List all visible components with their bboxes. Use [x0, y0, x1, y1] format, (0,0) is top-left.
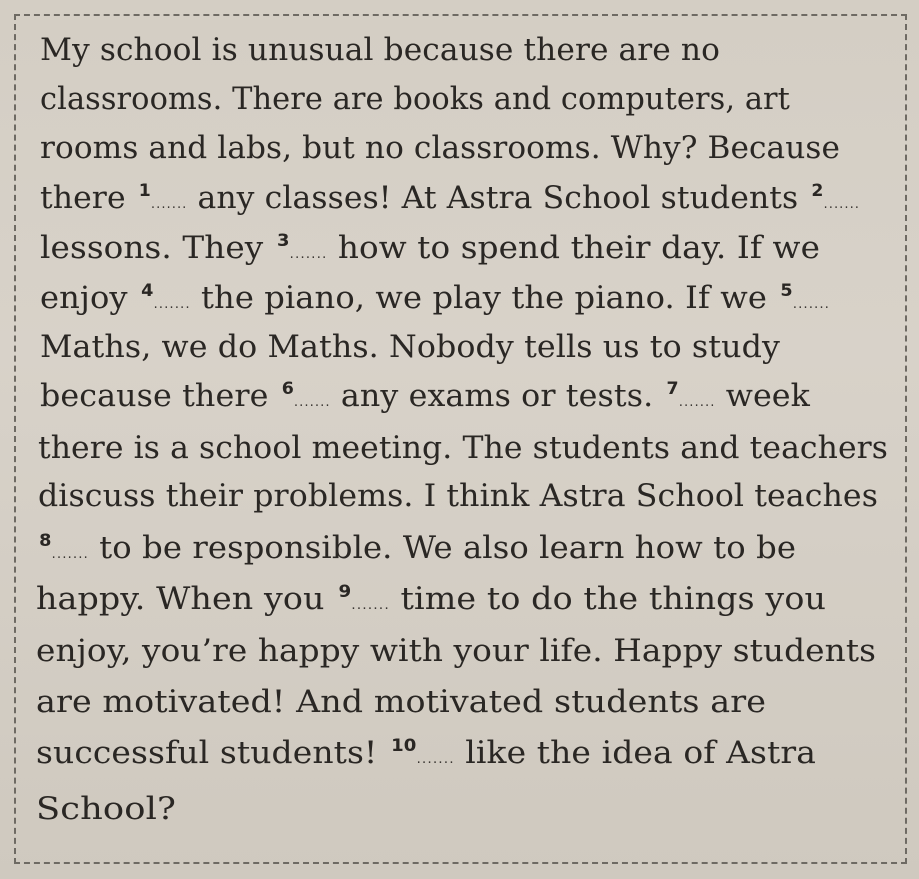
gap-blank: .......	[416, 752, 455, 767]
passage-text-segment: there	[40, 180, 136, 216]
passage-text-segment: there is a school meeting. The students and teachers	[38, 430, 888, 466]
passage-text-segment: time to do the things you	[389, 581, 826, 617]
passage-line	[40, 180, 860, 223]
gap-number: 6	[281, 379, 294, 399]
gap-blank: .......	[51, 547, 89, 562]
passage-line	[40, 81, 790, 117]
passage-text-segment: discuss their problems. I think Astra School teaches	[38, 478, 879, 514]
gap-blank: .......	[351, 598, 390, 613]
passage-text-segment: lessons. They	[40, 230, 274, 266]
passage-text-segment: successful students!	[36, 735, 388, 771]
passage-line	[40, 32, 720, 68]
gap-number: 8	[39, 531, 52, 551]
passage-line	[40, 280, 830, 323]
passage-text-segment: because there	[40, 378, 279, 414]
passage-line	[36, 633, 876, 669]
passage-text-segment: enjoy	[40, 280, 138, 316]
gap-number: 4	[141, 281, 154, 301]
passage-text-segment: rooms and labs, but no classrooms. Why? Because	[40, 130, 840, 166]
passage-text-segment: are motivated! And motivated students are	[36, 684, 766, 720]
gap-blank: .......	[823, 197, 860, 212]
gap-blank: .......	[678, 395, 716, 410]
gap-number: 9	[338, 582, 352, 602]
gap-number: 5	[780, 281, 793, 301]
passage-line	[36, 791, 176, 827]
passage-text-segment: any exams or tests.	[330, 378, 664, 414]
passage-line	[36, 581, 826, 624]
gap-number: 7	[666, 379, 679, 399]
gap-number: 1	[138, 181, 151, 201]
gap-blank: .......	[293, 395, 331, 410]
passage-line	[40, 329, 780, 365]
gap-blank: .......	[289, 247, 328, 262]
passage-line	[36, 684, 766, 720]
gap-blank: .......	[792, 297, 830, 312]
passage-line	[38, 478, 878, 514]
passage-text-segment: to be responsible. We also learn how to be	[88, 530, 796, 566]
gap-number: 3	[276, 231, 290, 251]
passage-line	[36, 735, 816, 778]
gap-blank: .......	[150, 197, 188, 212]
gap-blank: .......	[153, 297, 191, 312]
passage-line	[38, 430, 888, 466]
passage-line	[36, 530, 796, 573]
passage-text-segment: School?	[36, 791, 176, 827]
passage-text-segment: classrooms. There are books and computers, art	[40, 81, 790, 117]
passage-text-segment: how to spend their day. If we	[327, 230, 821, 266]
passage-text-segment: My school is unusual because there are no	[40, 32, 721, 68]
passage-line	[40, 130, 840, 166]
passage-text-segment: week	[715, 378, 810, 414]
gap-number: 10	[391, 736, 417, 756]
passage-text-segment: any classes! At Astra School students	[187, 180, 809, 216]
passage-text-segment: enjoy, you’re happy with your life. Happy students	[36, 633, 876, 669]
passage-text-segment: like the idea of Astra	[454, 735, 816, 771]
gap-number: 2	[811, 181, 824, 201]
passage-text-segment: the piano, we play the piano. If we	[190, 280, 778, 316]
passage-line	[40, 230, 820, 273]
passage-text-segment: happy. When you	[36, 581, 336, 617]
passage-text-segment: Maths, we do Maths. Nobody tells us to study	[40, 329, 781, 365]
passage-line	[40, 378, 810, 421]
